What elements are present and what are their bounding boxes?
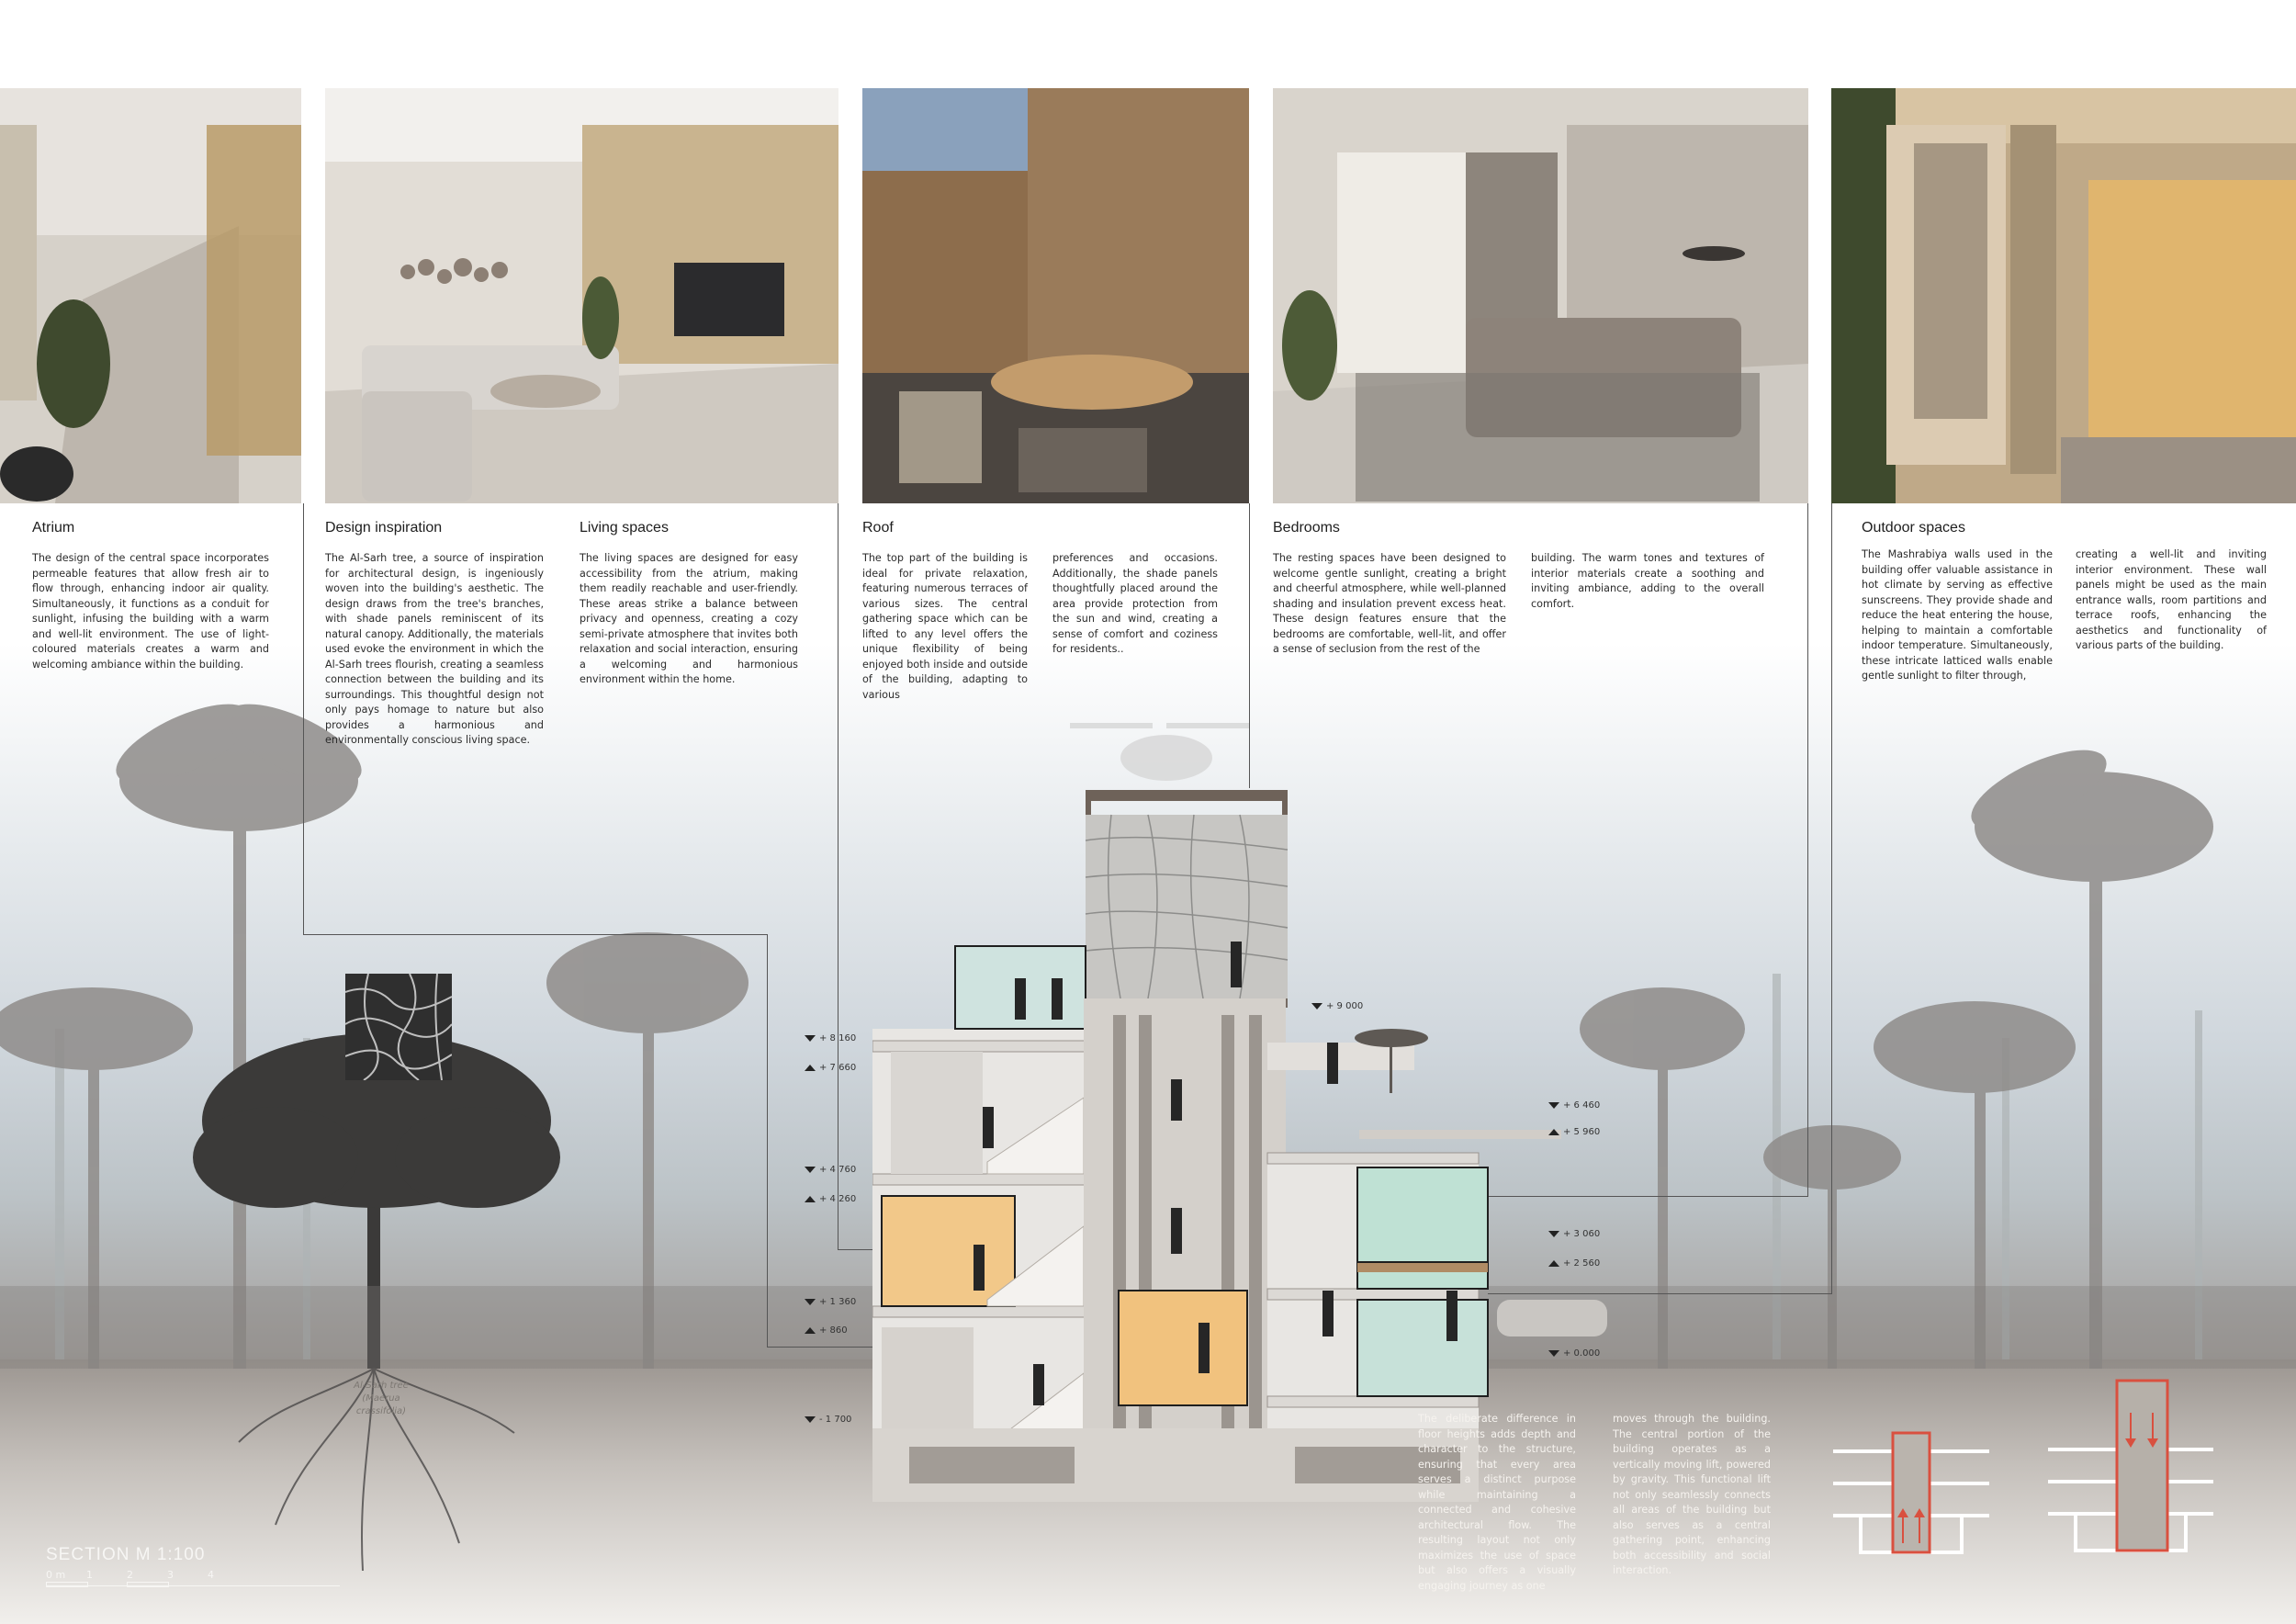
tree-label-latin: (Maerua crassifolia) [355, 1393, 407, 1416]
atrium-text: The design of the central space incorporates permeable features that allow fresh air to flow through, enhancing indoor air quality. Simultaneously, it functions as a conduit for sunlight, infusing the building with a warm and well-lit environment. The use of light-coloured materials creates a warm and welcoming ambiance within the building. [32, 552, 269, 671]
bedrooms-text-col2: building. The warm tones and textures of interior materials create a soothing and inviting ambiance, adding to the overall comfort. [1531, 552, 1764, 610]
level-value: + 4 760 [819, 1165, 857, 1175]
level-marker-icon [805, 1416, 816, 1423]
roof-text-col1: The top part of the building is ideal for private relaxation, featuring numerous terraces of various sizes. The central gathering space which can be lifted to any level offers the unique flexibility of being enjoyed both inside and outside of the building, adapting to various [862, 552, 1028, 701]
leader-design [303, 503, 304, 935]
level-value: + 1 360 [819, 1297, 857, 1307]
level-marker-icon [1548, 1350, 1559, 1357]
bedrooms-title: Bedrooms [1273, 520, 1340, 536]
scale-label-3: 3 [167, 1569, 174, 1581]
level-left-5 [805, 1297, 856, 1307]
level-left-3 [805, 1165, 856, 1175]
atrium-render [0, 88, 301, 503]
mashrabiya-pattern-swatch [345, 974, 452, 1080]
roof-render [862, 88, 1249, 503]
level-right-4 [1548, 1229, 1600, 1239]
tree-label-name: Al-Sarh tree [354, 1381, 409, 1391]
level-value: + 9 000 [1326, 1001, 1364, 1011]
level-marker-icon [805, 1065, 816, 1071]
scale-seg-2 [127, 1582, 169, 1587]
level-marker-icon [805, 1299, 816, 1305]
leader-living-h [767, 1347, 877, 1348]
level-marker-icon [1311, 1003, 1322, 1009]
level-right-6 [1548, 1348, 1600, 1359]
level-marker-icon [1548, 1102, 1559, 1109]
leader-bedroom [1807, 503, 1808, 1196]
lift-diagram-down [2039, 1376, 2223, 1560]
scale-label-2: 2 [127, 1569, 133, 1581]
level-left-6 [805, 1325, 848, 1336]
level-marker-icon [805, 1196, 816, 1202]
bedrooms-text-col1: The resting spaces have been designed to welcome gentle sunlight, creating a bright and cheerful atmosphere, while well-planned shading and insulation prevent excess heat. These design features ensure that the bedrooms are comfortable, well-lit, and offer a sense of seclusion from the rest of the [1273, 552, 1506, 655]
level-marker-icon [1548, 1260, 1559, 1267]
outdoor-text-col2: creating a well-lit and inviting interior environment. These wall panels might be used as the main entrance walls, room partitions and terrace roofs, enhancing the aesthetics and functionality of various parts of the building. [2076, 548, 2267, 651]
living-spaces-title: Living spaces [580, 520, 669, 536]
atrium-title: Atrium [32, 520, 75, 536]
scale-bar [46, 1569, 349, 1596]
roof-text-col2: preferences and occasions. Additionally, the shade panels thoughtfully placed around the area provide protection from the sun and wind, creating a sense of comfort and coziness for residents.. [1052, 552, 1218, 655]
level-left-2 [805, 1063, 856, 1073]
level-marker-icon [805, 1035, 816, 1042]
roof-title: Roof [862, 520, 894, 536]
level-right-5 [1548, 1258, 1600, 1269]
outdoor-text-col1: The Mashrabiya walls used in the building offer valuable assistance in hot climate by serving as effective sunscreens. They provide shade and reduce the heat entering the house, helping to maintain a comfortable indoor temperature. Simultaneously, these intricate latticed walls enable gentle sunlight to filter through, [1862, 548, 2053, 682]
scale-label-4: 4 [208, 1569, 214, 1581]
leader-outdoor [1831, 503, 1832, 1293]
level-right-1 [1311, 1001, 1363, 1011]
section-title: SECTION M 1:100 [46, 1545, 206, 1564]
level-right-2 [1548, 1100, 1600, 1111]
level-right-3 [1548, 1127, 1600, 1137]
level-value: - 1 700 [819, 1415, 852, 1425]
outdoor-spaces-title: Outdoor spaces [1862, 520, 1965, 536]
section-text-col2: moves through the building. The central portion of the building operates as a vertically moving lift, powered by gravity. This functional lift not only seamlessly connects all areas of the building but also serves as a central gathering point, enhancing both accessibility and social interaction. [1613, 1413, 1771, 1576]
level-value: + 0.000 [1563, 1348, 1601, 1359]
level-left-7 [805, 1415, 851, 1425]
level-marker-icon [805, 1327, 816, 1334]
outdoor-render [1831, 88, 2296, 503]
design-inspiration-title: Design inspiration [325, 520, 443, 536]
leader-design-v2 [767, 934, 768, 1348]
leader-design-h [303, 934, 768, 935]
lift-diagram-up [1824, 1415, 1998, 1562]
level-marker-icon [1548, 1129, 1559, 1135]
level-value: + 5 960 [1563, 1127, 1601, 1137]
scale-label-1: 1 [86, 1569, 93, 1581]
level-value: + 8 160 [819, 1033, 857, 1043]
living-spaces-text: The living spaces are designed for easy accessibility from the atrium, making them readily reachable and user-friendly. These areas strike a balance between privacy and openness, creating a cozy semi-private atmosphere that invites both relaxation and social interaction, ensuring a welcoming and harmonious environment within the home. [580, 552, 798, 685]
scale-line [46, 1585, 340, 1586]
level-value: + 3 060 [1563, 1229, 1601, 1239]
level-left-4 [805, 1194, 856, 1204]
design-inspiration-text: The Al-Sarh tree, a source of inspiration for architectural design, is ingeniously woven into the building's aesthetic. The design draws from the tree's branches, with shade panels reminiscent of its natural canopy. Additionally, the materials used evoke the environment in which the Al-Sarh trees flourish, creating a seamless connection between the building and its surroundings. This thoughtful design not only pays homage to nature but also provides a harmonious and environmentally conscious living space. [325, 552, 544, 746]
tree-label [340, 1380, 422, 1418]
level-left-1 [805, 1033, 856, 1043]
scale-seg-1 [46, 1582, 88, 1587]
level-value: + 6 460 [1563, 1100, 1601, 1111]
scale-label-0: 0 m [46, 1569, 66, 1581]
living-room-render [325, 88, 838, 503]
level-value: + 2 560 [1563, 1258, 1601, 1269]
level-value: + 4 260 [819, 1194, 857, 1204]
level-value: + 860 [819, 1325, 848, 1336]
bedroom-render [1273, 88, 1808, 503]
level-marker-icon [805, 1167, 816, 1173]
level-value: + 7 660 [819, 1063, 857, 1073]
level-marker-icon [1548, 1231, 1559, 1237]
section-text-col1: The deliberate difference in floor heights adds depth and character to the structure, ensuring that every area serves a distinct purpose while maintaining a connected and cohesive architectural flow. The resulting layout not only maximizes the use of space but also offers a visually engaging journey as one [1418, 1413, 1576, 1592]
